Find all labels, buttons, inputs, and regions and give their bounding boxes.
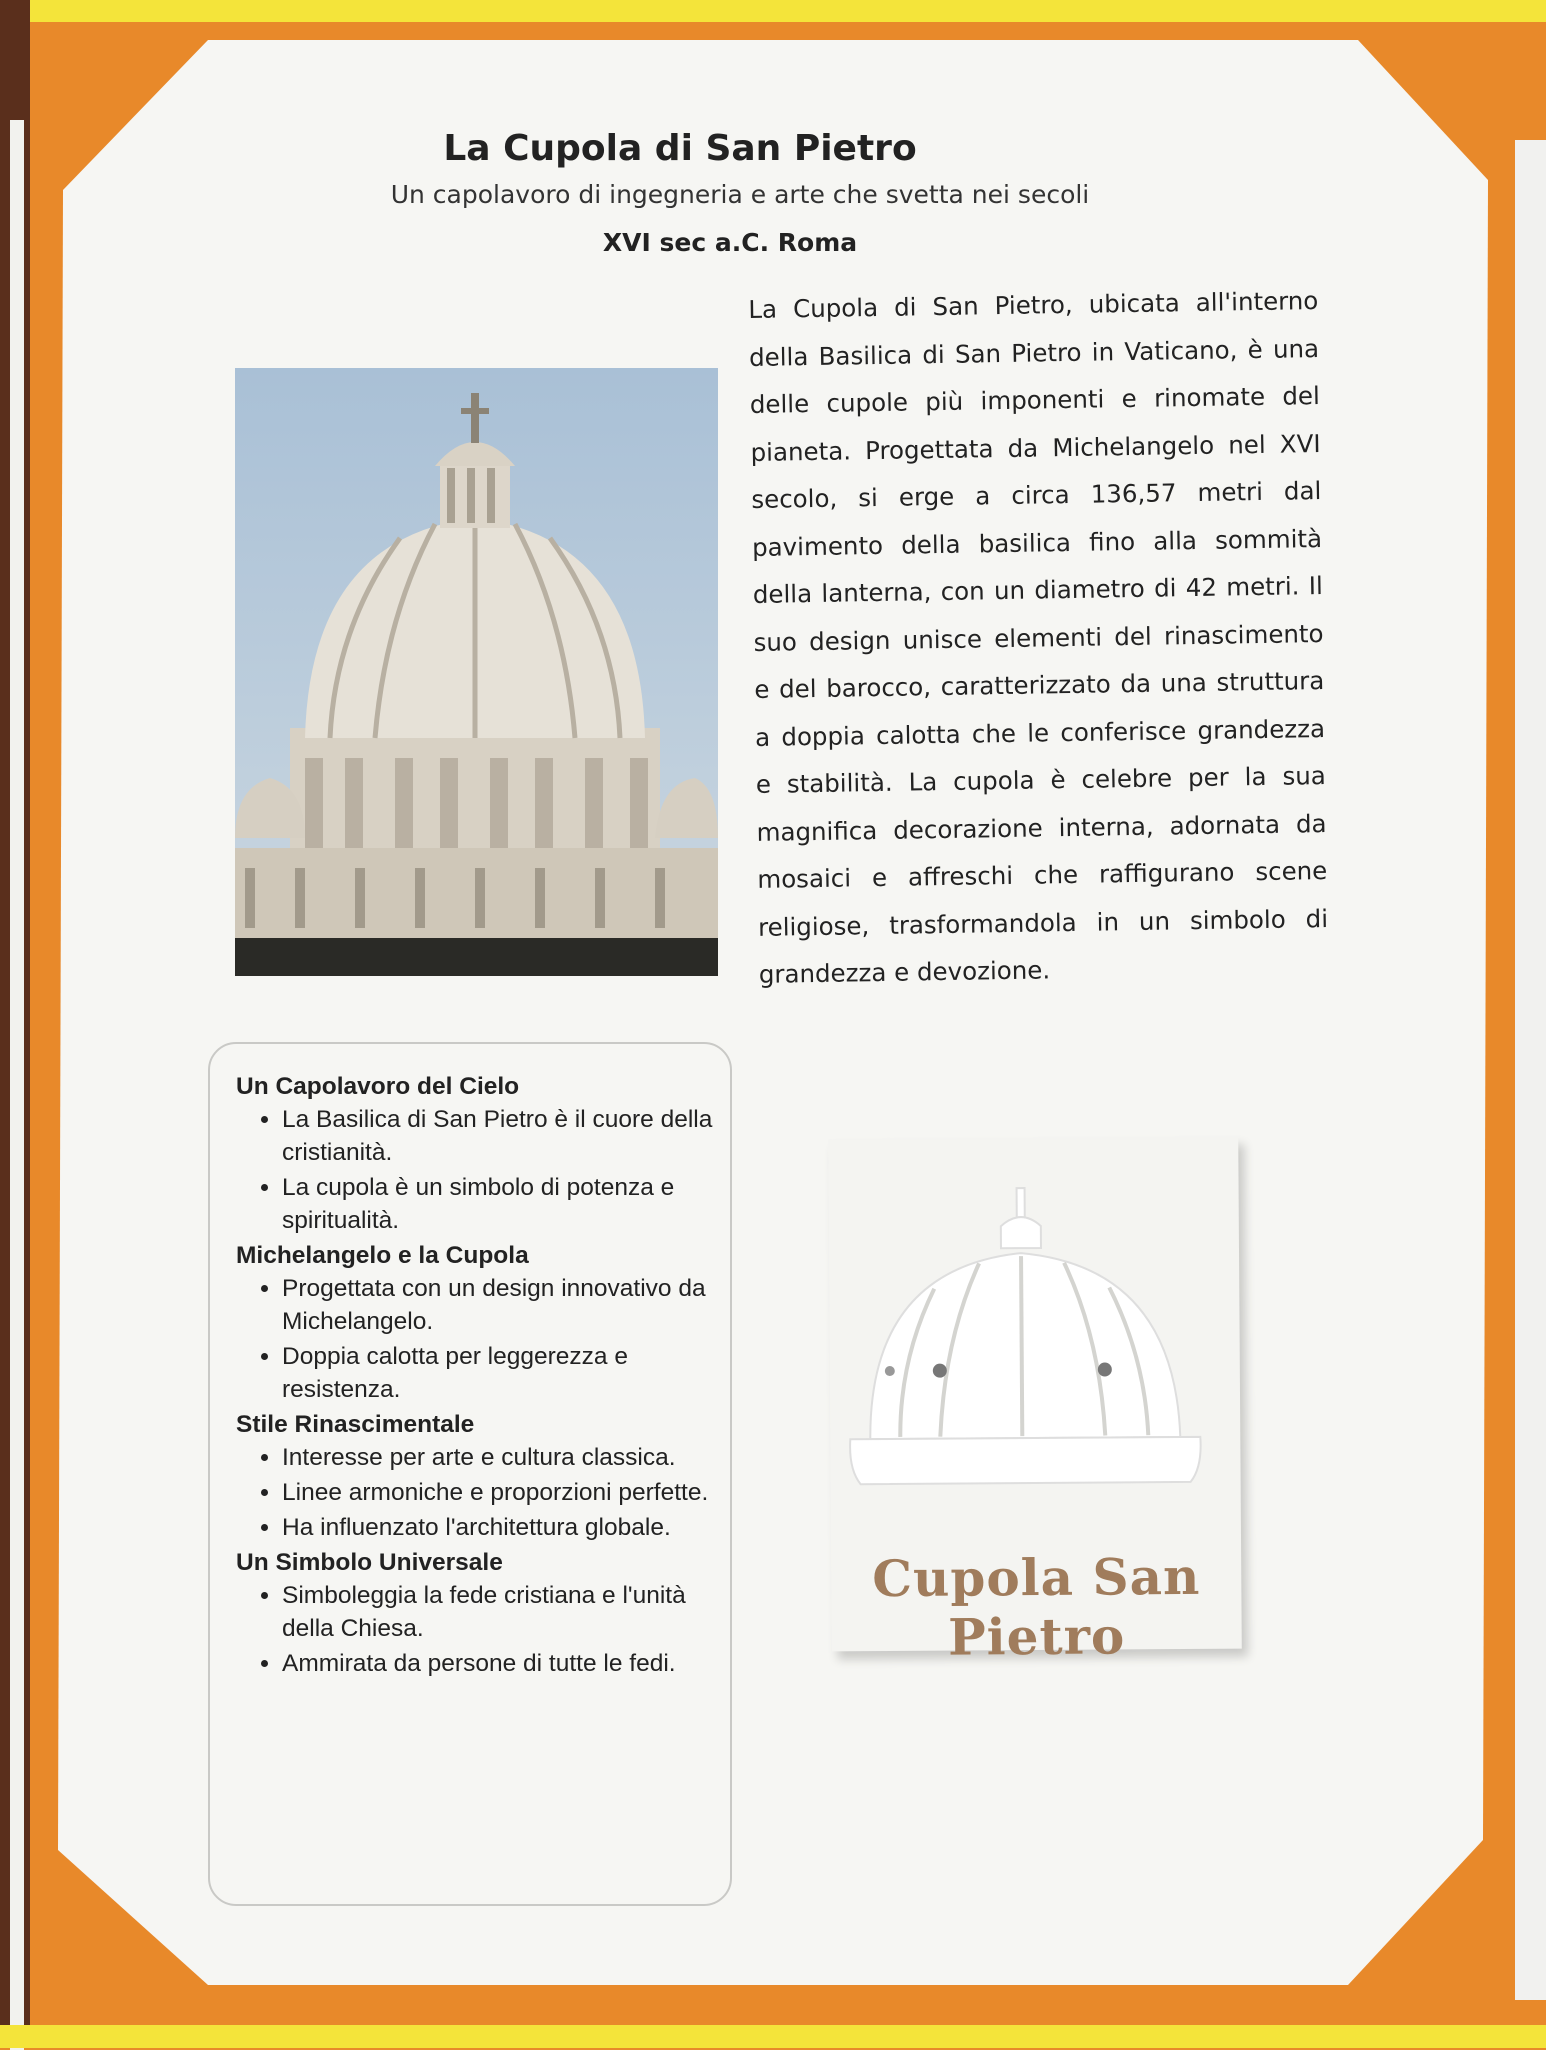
list-item: • Doppia calotta per leggerezza e resistenza.: [282, 1340, 716, 1406]
list-item: • La cupola è un simbolo di potenza e spiritualità.: [282, 1171, 716, 1237]
list-item: • Ammirata da persone di tutte le fedi.: [282, 1647, 716, 1680]
section-list: [236, 1272, 716, 1406]
model-label: Cupola San Pietro: [872, 1546, 1201, 1667]
list-item: • Simboleggia la fede cristiana e l'unità della Chiesa.: [282, 1579, 716, 1645]
dome-model-illustration: [828, 1137, 1241, 1560]
section-heading: Un Simbolo Universale: [236, 1549, 503, 1576]
left-paper-edge: [10, 120, 24, 2050]
list-item: • Interesse per arte e cultura classica.: [282, 1441, 716, 1474]
list-item: • Ha influenzato l'architettura globale.: [282, 1511, 716, 1544]
info-box: [208, 1042, 732, 1906]
section-list: [236, 1579, 716, 1680]
dome-photo-illustration: [235, 368, 718, 976]
dome-photo: [235, 368, 718, 976]
3d-printed-dome-model: [828, 1137, 1242, 1667]
section-list: [236, 1441, 716, 1544]
section-heading: Un Capolavoro del Cielo: [236, 1073, 520, 1100]
description-paragraph: La Cupola di San Pietro, ubicata all'interno della Basilica di San Pietro in Vaticano, è una delle cupole più imponenti e rinomate del pianeta. Progettata da Michelangelo nel XVI secolo, si erge a circa 136,57 metri dal pavimento della basilica fino alla sommità della lanterna, con un diametro di 42 metri. Il suo design unisce elementi del rinascimento e del barocco, caratterizzato da una struttura a doppia calotta che le conferisce grandezza e stabilità. La cupola è celebre per la sua magnifica decorazione interna, adornata da mosaici e affreschi che raffigurano scene religiose, trasformandola in un simbolo di grandezza e devozione.: [748, 286, 1329, 989]
section-heading: Michelangelo e la Cupola: [236, 1242, 529, 1269]
list-item: • La Basilica di San Pietro è il cuore della cristianità.: [282, 1103, 716, 1169]
section-list: [236, 1103, 716, 1237]
page-title: La Cupola di San Pietro: [443, 128, 917, 169]
top-yellow-strip: [0, 0, 1546, 22]
page-subtitle: Un capolavoro di ingegneria e arte che svetta nei secoli: [390, 180, 1090, 209]
list-item: • Linee armoniche e proporzioni perfette.: [282, 1476, 716, 1509]
page-date: XVI sec a.C. Roma: [602, 228, 858, 257]
section-heading: Stile Rinascimentale: [236, 1411, 475, 1438]
right-paper-edge: [1515, 140, 1546, 2000]
list-item: • Progettata con un design innovativo da Michelangelo.: [282, 1272, 716, 1338]
bottom-yellow-strip: [0, 2025, 1546, 2048]
